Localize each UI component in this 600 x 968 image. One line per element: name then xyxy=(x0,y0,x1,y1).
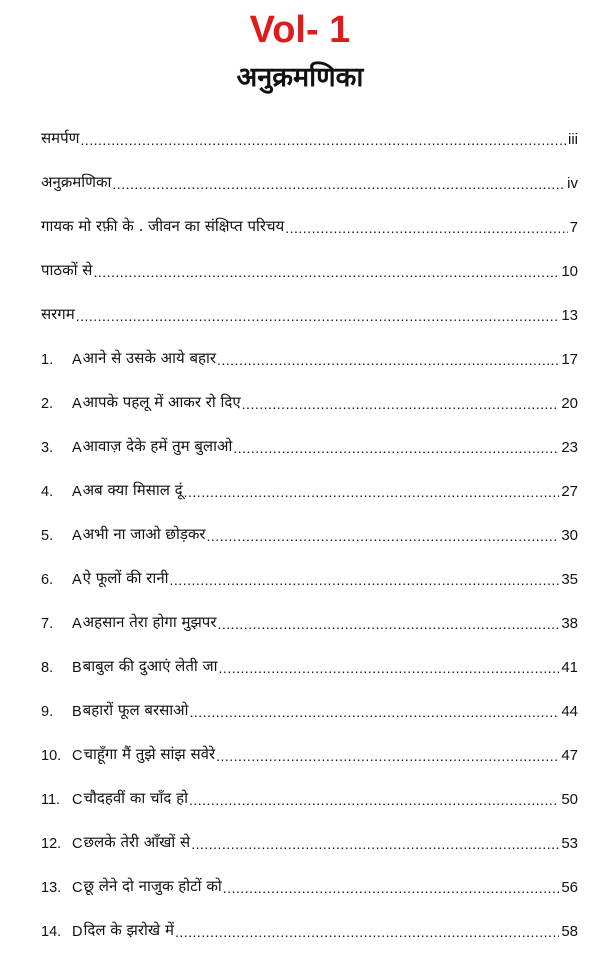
toc-index-letter: A xyxy=(72,440,82,456)
toc-page-number: 50 xyxy=(561,791,578,808)
toc-row-song[interactable] xyxy=(41,676,578,720)
dot-leader xyxy=(76,308,560,324)
toc-page-number: 20 xyxy=(561,395,578,412)
toc-song-number: 1. xyxy=(41,352,54,368)
toc-entry-title: आने से उसके आये बहार xyxy=(82,349,216,367)
toc-entry-title: समर्पण xyxy=(41,129,80,147)
toc-entry-title: ऐ फूलों की रानी xyxy=(82,569,169,587)
toc-row-song[interactable] xyxy=(41,632,578,676)
dot-leader xyxy=(170,572,560,588)
dot-leader xyxy=(189,704,559,720)
toc-row-dedication[interactable] xyxy=(41,104,578,148)
toc-song-number: 10. xyxy=(41,748,62,764)
toc-page-number: 38 xyxy=(561,615,578,632)
toc-row-song[interactable] xyxy=(41,324,578,368)
toc-page-number: 53 xyxy=(561,835,578,852)
toc-song-number: 12. xyxy=(41,836,62,852)
toc-page-number: 41 xyxy=(561,659,578,676)
toc-index-letter: C xyxy=(72,748,83,764)
toc-page-number: iii xyxy=(568,131,578,148)
toc-row-to-readers[interactable] xyxy=(41,236,578,280)
toc-song-number: 6. xyxy=(41,572,54,588)
toc-row-song[interactable] xyxy=(41,764,578,808)
toc-index-letter: A xyxy=(72,616,82,632)
dot-leader xyxy=(175,924,559,940)
toc-entry-title: बाबुल की दुआएं लेती जा xyxy=(82,657,218,675)
table-of-contents xyxy=(41,104,578,940)
toc-row-biography[interactable] xyxy=(41,192,578,236)
toc-entry-title: बहारों फूल बरसाओ xyxy=(82,701,189,719)
dot-leader xyxy=(189,792,559,808)
toc-entry-title: छलके तेरी आँखों से xyxy=(83,833,191,851)
toc-row-song[interactable] xyxy=(41,544,578,588)
toc-entry-title: चाहूँगा मैं तुझे सांझ सवेरे xyxy=(83,745,216,763)
toc-page-number: 27 xyxy=(561,483,578,500)
toc-entry-title: आवाज़ देके हमें तुम बुलाओ xyxy=(82,437,233,455)
toc-page-number: 58 xyxy=(561,923,578,940)
toc-entry-title: अभी ना जाओ छोड़कर xyxy=(82,525,206,543)
toc-index-letter: B xyxy=(72,660,82,676)
toc-page-number: 10 xyxy=(561,263,578,280)
dot-leader xyxy=(191,836,559,852)
toc-song-number: 3. xyxy=(41,440,54,456)
dot-leader xyxy=(93,264,559,280)
toc-song-number: 4. xyxy=(41,484,54,500)
toc-index-letter: B xyxy=(72,704,82,720)
toc-row-song[interactable] xyxy=(41,720,578,764)
dot-leader xyxy=(285,220,567,236)
toc-index-letter: C xyxy=(72,836,83,852)
toc-row-song[interactable] xyxy=(41,588,578,632)
toc-song-number: 14. xyxy=(41,924,62,940)
toc-page-number: 47 xyxy=(561,747,578,764)
toc-song-number: 5. xyxy=(41,528,54,544)
toc-entry-title: सरगम xyxy=(41,305,75,323)
toc-entry-title: दिल के झरोखे में xyxy=(83,921,174,939)
toc-page-number: 7 xyxy=(569,219,578,236)
toc-entry-title: आपके पहलू में आकर रो दिए xyxy=(82,393,241,411)
toc-index-letter: A xyxy=(72,352,82,368)
dot-leader xyxy=(242,396,560,412)
dot-leader xyxy=(184,484,560,500)
toc-index-letter: A xyxy=(72,484,82,500)
toc-index-letter: D xyxy=(72,924,83,940)
toc-index-letter: A xyxy=(72,396,82,412)
toc-index-letter: C xyxy=(72,880,83,896)
toc-row-index[interactable] xyxy=(41,148,578,192)
index-heading: अनुक्रमणिका xyxy=(236,62,364,93)
toc-entry-title: पाठकों से xyxy=(41,261,93,279)
toc-song-number: 13. xyxy=(41,880,62,896)
toc-page-number: 44 xyxy=(561,703,578,720)
toc-entry-title: छू लेने दो नाजुक होटों को xyxy=(83,877,222,895)
toc-row-song[interactable] xyxy=(41,808,578,852)
toc-row-song[interactable] xyxy=(41,896,578,940)
toc-entry-title: अब क्या मिसाल दूं xyxy=(82,481,183,499)
toc-page-number: 56 xyxy=(561,879,578,896)
dot-leader xyxy=(217,616,559,632)
toc-row-song[interactable] xyxy=(41,852,578,896)
dot-leader xyxy=(112,176,565,192)
toc-row-song[interactable] xyxy=(41,368,578,412)
toc-page-number: 13 xyxy=(561,307,578,324)
toc-row-sargam[interactable] xyxy=(41,280,578,324)
dot-leader xyxy=(216,748,559,764)
toc-index-letter: A xyxy=(72,528,82,544)
toc-entry-title: चौदहवीं का चाँद हो xyxy=(83,789,188,807)
toc-entry-title: गायक मो रफ़ी के . जीवन का संक्षिप्त परिचय xyxy=(41,217,285,235)
dot-leader xyxy=(217,352,559,368)
dot-leader xyxy=(219,660,560,676)
toc-index-letter: A xyxy=(72,572,82,588)
toc-row-song[interactable] xyxy=(41,456,578,500)
toc-row-song[interactable] xyxy=(41,412,578,456)
toc-song-number: 7. xyxy=(41,616,54,632)
toc-entry-title: अनुक्रमणिका xyxy=(41,173,112,191)
dot-leader xyxy=(207,528,560,544)
toc-song-number: 11. xyxy=(41,792,61,808)
toc-index-letter: C xyxy=(72,792,83,808)
toc-song-number: 9. xyxy=(41,704,54,720)
dot-leader xyxy=(233,440,559,456)
dot-leader xyxy=(80,132,566,148)
toc-page-number: 17 xyxy=(561,351,578,368)
toc-song-number: 2. xyxy=(41,396,54,412)
toc-entry-title: अहसान तेरा होगा मुझपर xyxy=(82,613,217,631)
toc-page-number: 35 xyxy=(561,571,578,588)
dot-leader xyxy=(223,880,560,896)
toc-row-song[interactable] xyxy=(41,500,578,544)
toc-page-number: 30 xyxy=(561,527,578,544)
volume-title: Vol- 1 xyxy=(249,9,351,51)
toc-page-number: 23 xyxy=(561,439,578,456)
toc-song-number: 8. xyxy=(41,660,54,676)
toc-page-number: iv xyxy=(567,175,578,192)
